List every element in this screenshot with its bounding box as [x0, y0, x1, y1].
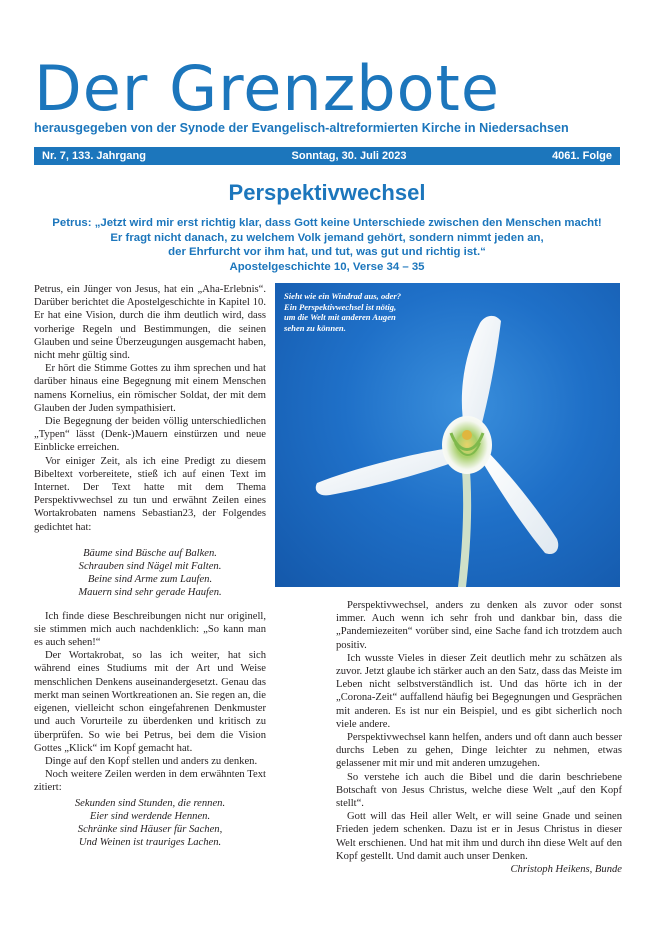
body-paragraph: Perspektivwechsel kann helfen, anders und oft dann auch besser durchs Leben zu gehen, Dinge leichter zu nehmen, etwas gelassener mit mir und mit anderen umzugehen. [336, 732, 622, 770]
quote-line: Er fragt nicht danach, zu welchem Volk jemand gehört, sondern nimmt jeden an, [110, 231, 544, 244]
issue-number: Nr. 7, 133. Jahrgang [42, 150, 146, 162]
poem-line: Mauern sind sehr gerade Haufen. [78, 587, 222, 599]
poem-line: Eier sind werdende Hennen. [89, 810, 211, 822]
body-paragraph: Der Wortakrobat, so las ich weiter, hat sich während eines Studiums mit der Art und Weise menschlichen Denkens auseinandergesetzt. Genau das merkt man seinen Wortkreationen an. Sie regen an, die eigenen, vielleicht schon eingefahrenen Denkmuster und auch Vorurteile zu überdenken und kritisch zu überprüfen. So wie bei Petrus, bei dem die Vision Gottes „Klick“ im Kopf gemacht hat. [34, 650, 266, 754]
body-paragraph: Vor einiger Zeit, als ich eine Predigt zu diesem Bibeltext vorbereitete, stieß ich auf einen Text im Internet. Der Text hatte mit dem Thema Perspektivwechsel zu tun und erwähnt Zeilen eines Wortakrobaten namens Sebastian23, der Folgendes gedichtet hat: [34, 455, 266, 533]
body-paragraph: So verstehe ich auch die Bibel und die darin beschriebene Botschaft von Jesus Christus, welche diese Welt „auf den Kopf stellt“. [336, 771, 622, 810]
caption-line: Ein Perspektivwechsel ist nötig, [284, 301, 397, 312]
poem-line: Und Weinen ist trauriges Lachen. [78, 837, 222, 849]
body-paragraph: Noch weitere Zeilen werden in dem erwähnten Text zitiert: [34, 769, 266, 794]
poem-second [34, 797, 266, 850]
issue-date: Sonntag, 30. Juli 2023 [291, 150, 407, 162]
caption-line: sehen zu können. [284, 322, 346, 333]
issue-sequence: 4061. Folge [552, 150, 612, 162]
poem-line: Sekunden sind Stunden, die rennen. [74, 797, 226, 809]
body-paragraph: Er hört die Stimme Gottes zu ihm sprechen und hat darüber hinaus eine Begegnung mit einem Menschen namens Kornelius, ein römischer Soldat, der mit dem Glauben der Juden sympathisiert. [34, 363, 266, 414]
bible-quote [34, 216, 620, 274]
body-paragraph: Petrus, ein Jünger von Jesus, hat ein „Aha-Erlebnis“. Darüber berichtet die Apostelgeschichte in Kapitel 10. Er hat eine Vision, durch die ihm deutlich wird, dass vorherige Regeln und Bestimmungen, die seinen Glauben und seine Überzeugungen ausgemacht haben, nicht mehr gültig sind. [34, 284, 266, 362]
right-column [336, 599, 622, 876]
poem-line: Schränke sind Häuser für Sachen, [77, 823, 223, 835]
body-paragraph: Ich wusste Vieles in dieser Zeit deutlich mehr zu schätzen als zuvor. Jetzt glaube ich stärker auch an den Satz, dass das Meiste im Leben nicht selbstverständlich ist. Und das hörte ich in der „Corona-Zeit“ auffallend häufig bei Begegnungen und Gesprächen mit anderen. Es ist nur ein Beispiel, und es gibt sicherlich noch viele andere. [336, 652, 622, 730]
body-paragraph: Dinge auf den Kopf stellen und anders zu denken. [45, 755, 258, 767]
caption-line: um die Welt mit anderen Augen [284, 312, 396, 323]
left-column [34, 283, 266, 849]
photo-caption [284, 291, 434, 333]
poem-first [34, 547, 266, 600]
poem-line: Beine sind Arme zum Laufen. [87, 574, 213, 586]
masthead-subtitle: herausgegeben von der Synode der Evangelisch-altreformierten Kirche in Niedersachsen [34, 121, 569, 135]
poem-line: Schrauben sind Nägel mit Falten. [78, 561, 222, 573]
caption-line: Sieht wie ein Windrad aus, oder? [284, 291, 401, 301]
issue-bar [34, 147, 620, 165]
body-paragraph: Die Begegnung der beiden völlig unterschiedlichen „Typen“ lässt (Denk-)Mauern einstürzen und neue Einblicke erreichen. [34, 416, 266, 454]
poem-line: Bäume sind Büsche auf Balken. [83, 547, 217, 559]
quote-line: Petrus: „Jetzt wird mir erst richtig klar, dass Gott keine Unterschiede zwischen den Menschen macht! [52, 217, 602, 229]
quote-reference: Apostelgeschichte 10, Verse 34 – 35 [229, 260, 425, 273]
body-paragraph: Ich finde diese Beschreibungen nicht nur originell, sie stimmen mich auch nachdenklich: „So kann man es auch sehen!“ [34, 610, 266, 649]
snowdrop-photo [275, 283, 620, 587]
quote-line: der Ehrfurcht vor ihm hat, und tut, was gut und richtig ist.“ [168, 246, 486, 259]
body-paragraph: Gott will das Heil aller Welt, er will seine Gnade und seinen Frieden jedem schenken. Dazu ist er in Jesus Christus in dieser Welt erschienen. Und hat mit ihm und durch ihn diese Welt auf den Kopf gestellt. Und damit auch unser Denken. [336, 811, 622, 862]
author-signature: Christoph Heikens, Bunde [510, 864, 622, 876]
body-paragraph: Perspektivwechsel, anders zu denken als zuvor oder sonst immer. Auch wenn ich sehr froh und dankbar bin, dass die „Pandemiezeiten“ vorüber sind, eine Sache fand ich trotzdem auch positiv. [336, 600, 622, 651]
masthead-title: Der Grenzbote [34, 52, 500, 125]
article-headline: Perspektivwechsel [228, 180, 426, 205]
